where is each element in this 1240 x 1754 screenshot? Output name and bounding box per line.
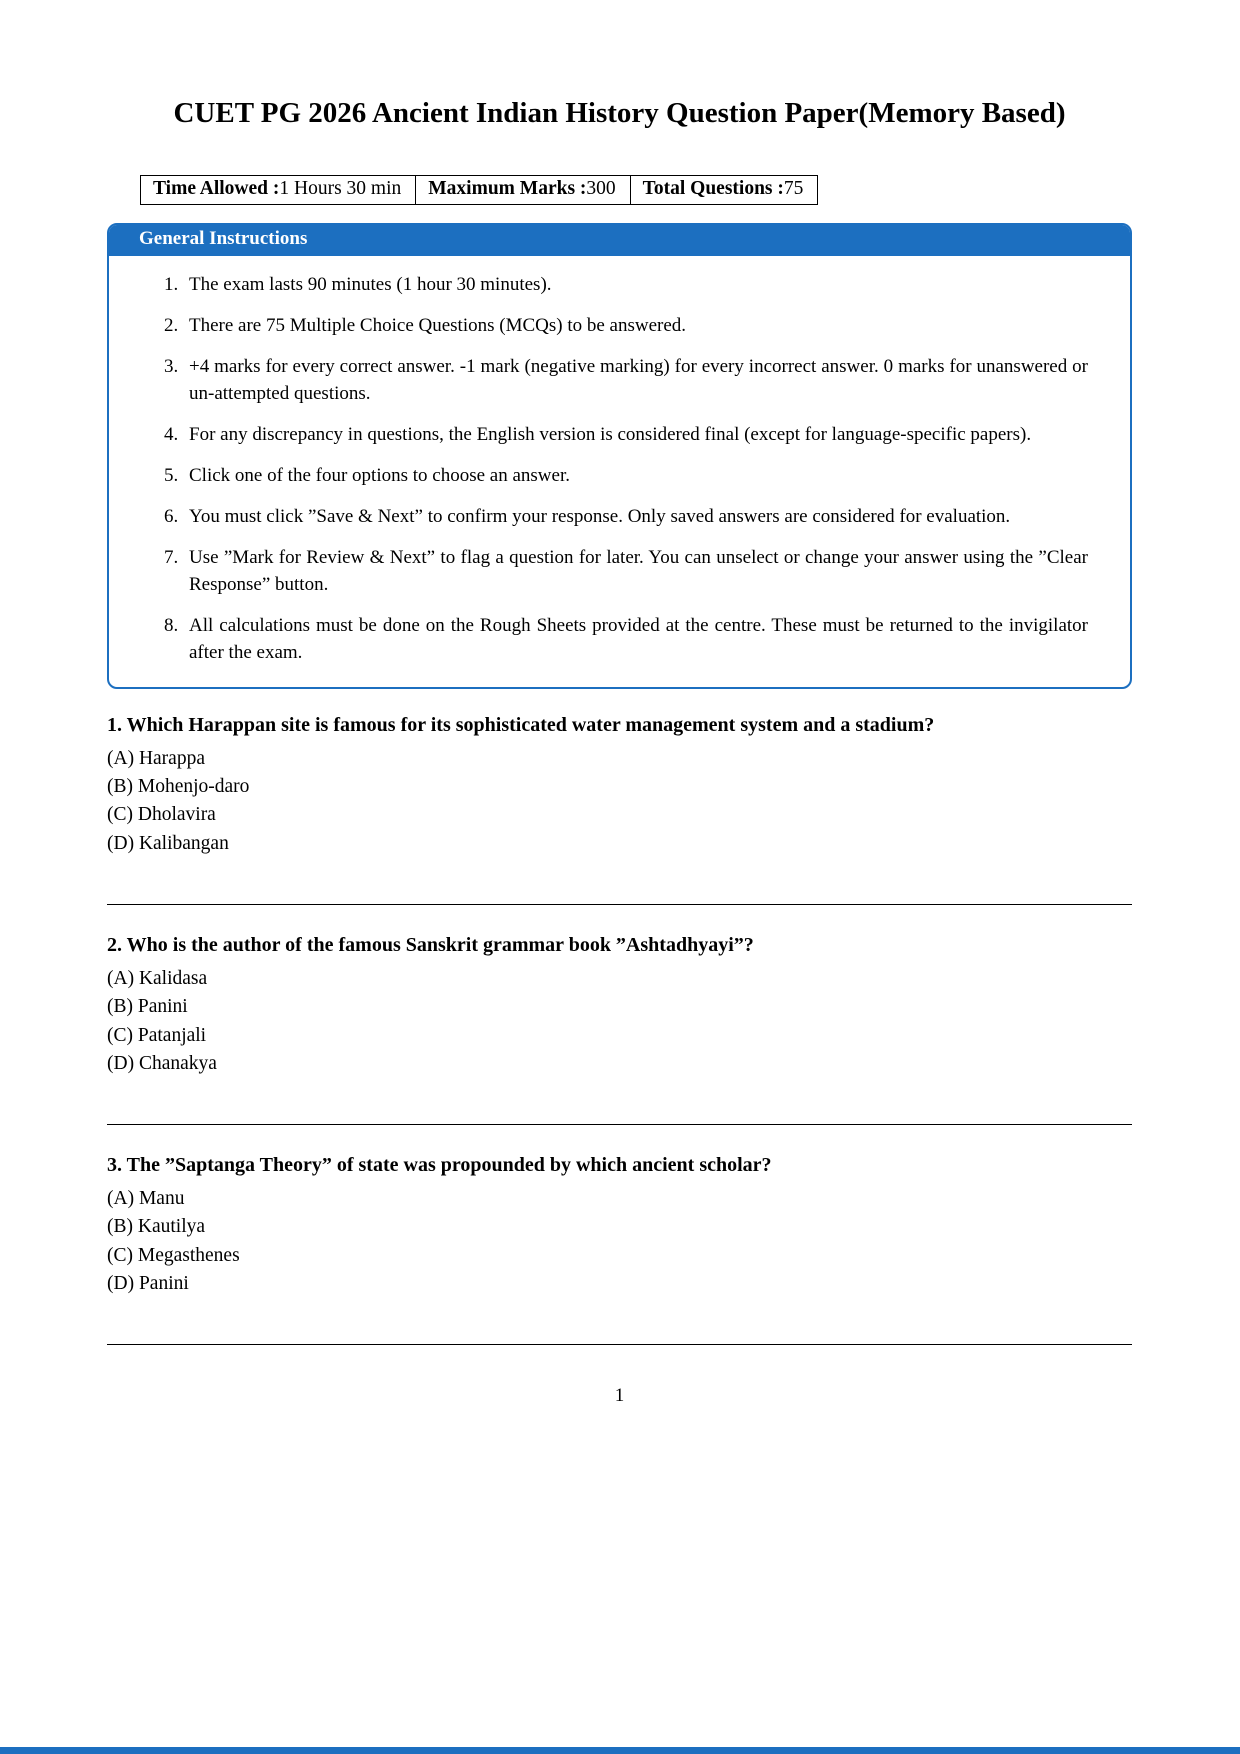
instruction-item: 6. You must click ”Save & Next” to confirm your response. Only saved answers are considered for evaluation. — [183, 504, 1088, 531]
question-divider — [107, 904, 1132, 905]
question-option-d: (D) Chanakya — [107, 1052, 217, 1074]
question-option-c: (C) Dholavira — [107, 804, 216, 826]
question-option-a: (A) Harappa — [107, 747, 205, 769]
total-questions-value: 75 — [783, 178, 804, 200]
time-allowed-label: Time Allowed : — [153, 178, 280, 200]
question-option-d: (D) Kalibangan — [107, 832, 229, 854]
next-page-header-strip — [0, 1747, 1240, 1754]
max-marks-value: 300 — [586, 178, 616, 200]
exam-info-bar — [140, 175, 818, 205]
total-questions-label: Total Questions : — [642, 178, 784, 200]
question-block-3 — [107, 1151, 1132, 1345]
question-option-d: (D) Panini — [107, 1272, 189, 1294]
question-divider — [107, 1124, 1132, 1125]
instruction-item: 4. For any discrepancy in questions, the English version is considered final (except for language-specific papers). — [183, 422, 1088, 449]
general-instructions-header: General Instructions — [109, 225, 1130, 256]
question-option-c: (C) Patanjali — [107, 1024, 207, 1046]
instructions-list — [109, 256, 1130, 687]
instruction-item: 8. All calculations must be done on the Rough Sheets provided at the centre. These must be returned to the invigilator after the exam. — [183, 613, 1088, 667]
page-number: 1 — [614, 1385, 625, 1407]
question-text: 1. Which Harappan site is famous for its sophisticated water management system and a stadium? — [107, 713, 935, 736]
question-text: 2. Who is the author of the famous Sanskrit grammar book ”Ashtadhyayi”? — [107, 933, 754, 956]
max-marks-cell — [416, 176, 630, 205]
question-text: 3. The ”Saptanga Theory” of state was propounded by which ancient scholar? — [107, 1154, 772, 1177]
time-allowed-cell — [141, 176, 416, 205]
general-instructions-box — [107, 223, 1132, 689]
question-option-b: (B) Panini — [107, 996, 188, 1018]
question-divider — [107, 1344, 1132, 1345]
instruction-item: 2. There are 75 Multiple Choice Questions (MCQs) to be answered. — [183, 313, 1088, 340]
question-block-2 — [107, 931, 1132, 1125]
questions-section — [107, 711, 1132, 1345]
time-allowed-value: 1 Hours 30 min — [279, 178, 402, 200]
question-option-b: (B) Mohenjo-daro — [107, 776, 250, 798]
max-marks-label: Maximum Marks : — [428, 178, 587, 200]
exam-info-row — [141, 176, 818, 205]
instruction-item: 7. Use ”Mark for Review & Next” to flag a question for later. You can unselect or change your answer using the ”Clear Response” button. — [183, 545, 1088, 599]
instruction-item: 1. The exam lasts 90 minutes (1 hour 30 minutes). — [183, 272, 1088, 299]
instruction-item: 3. +4 marks for every correct answer. -1 mark (negative marking) for every incorrect answer. 0 marks for unanswered or un-attempted questions. — [183, 354, 1088, 408]
question-option-a: (A) Kalidasa — [107, 967, 208, 989]
instruction-item: 5. Click one of the four options to choose an answer. — [183, 463, 1088, 490]
page-title: CUET PG 2026 Ancient Indian History Question Paper(Memory Based) — [173, 97, 1066, 129]
question-option-a: (A) Manu — [107, 1188, 185, 1210]
question-option-c: (C) Megasthenes — [107, 1244, 240, 1266]
total-questions-cell — [630, 176, 818, 205]
question-option-b: (B) Kautilya — [107, 1216, 206, 1238]
question-block-1 — [107, 711, 1132, 905]
